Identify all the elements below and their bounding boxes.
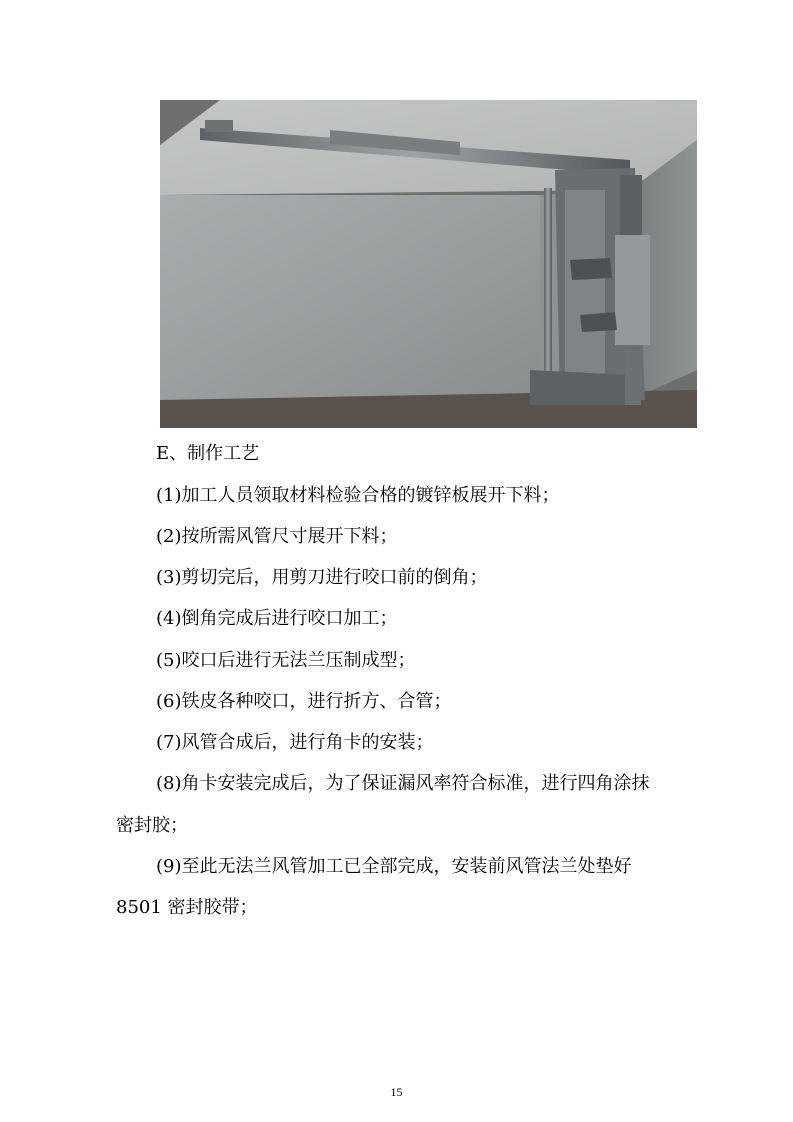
step-9: (9)至此无法兰风管加工已全部完成，安装前风管法兰处垫好 — [156, 856, 632, 877]
step-7: (7)风管合成后，进行角卡的安装； — [156, 732, 434, 753]
section-heading: E、制作工艺 — [156, 443, 260, 464]
step-8: (8)角卡安装完成后，为了保证漏风率符合标准，进行四角涂抹 — [156, 773, 650, 794]
duct-clamp-photo — [160, 100, 697, 428]
step-4: (4)倒角完成后进行咬口加工； — [156, 608, 398, 629]
step-5: (5)咬口后进行无法兰压制成型； — [156, 650, 416, 671]
step-2: (2)按所需风管尺寸展开下料； — [156, 526, 398, 547]
step-8-continued: 密封胶； — [116, 815, 188, 836]
step-1: (1)加工人员领取材料检验合格的镀锌板展开下料； — [156, 485, 560, 506]
step-6: (6)铁皮各种咬口，进行折方、合管； — [156, 691, 452, 712]
duct-clamp-image — [160, 100, 697, 428]
page-number: 15 — [390, 1085, 403, 1099]
step-9-continued: 8501 密封胶带； — [116, 897, 258, 918]
step-3: (3)剪切完后，用剪刀进行咬口前的倒角； — [156, 567, 488, 588]
